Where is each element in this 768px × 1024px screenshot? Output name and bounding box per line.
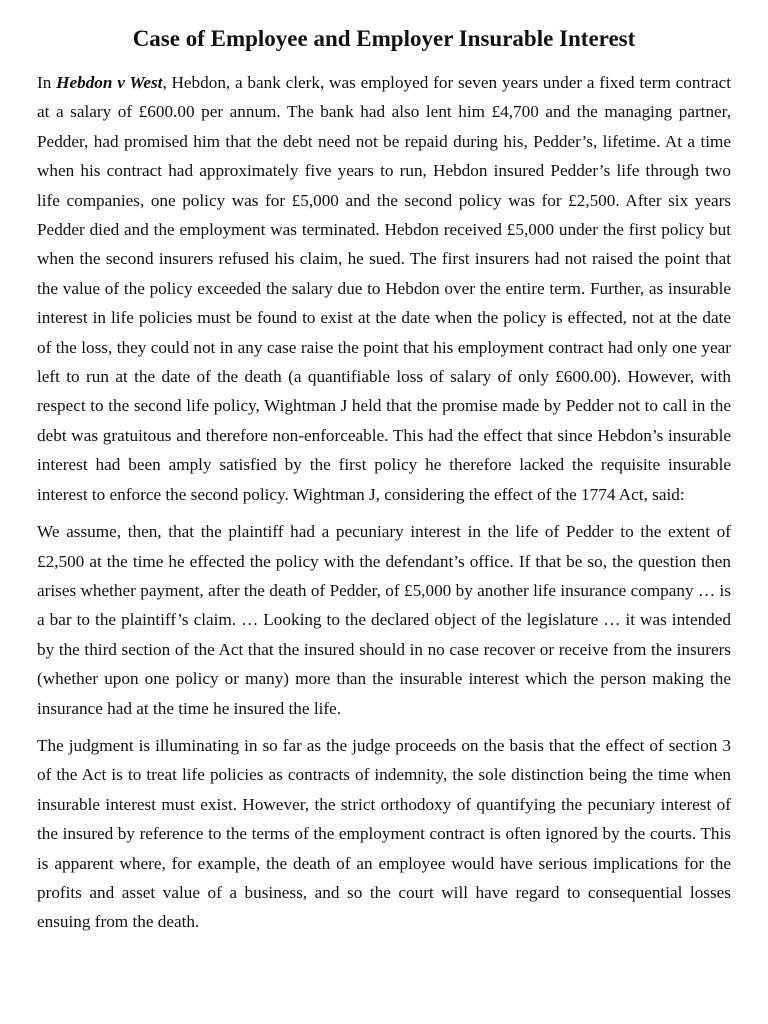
page-title: Case of Employee and Employer Insurable Interest (132, 26, 636, 51)
paragraph-case-facts (37, 68, 731, 509)
paragraph-quotation: We assume, then, that the plaintiff had a pecuniary interest in the life of Pedder to the extent of £2,500 at the time he effected the policy with the defendant’s office. If that be so, the question then arises whether payment, after the death of Pedder, of £5,000 by another life insurance company … is a bar to the plaintiff’s claim. … Looking to the declared object of the legislature … it was intended by the third section of the Act that the insured should in no case recover or receive from the insurers (whether upon one policy or many) more than the insurable interest which the person making the insurance had at the time he insured the life. (37, 522, 731, 718)
case-name: Hebdon v West (56, 73, 163, 92)
paragraph-prefix: In (37, 73, 57, 92)
paragraph-commentary: The judgment is illuminating in so far as the judge proceeds on the basis that the effect of section 3 of the Act is to treat life policies as contracts of indemnity, the sole distinction being the time when insurable interest must exist. However, the strict orthodoxy of quantifying the pecuniary interest of the insured by reference to the terms of the employment contract is often ignored by the courts. This is apparent where, for example, the death of an employee would have serious implications for the profits and asset value of a business, and so the court will have regard to consequential losses ensuing from the death. (37, 735, 731, 932)
paragraph-body: , Hebdon, a bank clerk, was employed for seven years under a fixed term contract at a salary of £600.00 per annum. The bank had also lent him £4,700 and the managing partner, Pedder, had promised him that the debt need not be repaid during his, Pedder’s, lifetime. At a time when his contract had approximately five years to run, Hebdon insured Pedder’s life through two life companies, one policy was for £5,000 and the second policy was for £2,500. After six years Pedder died and the employment was terminated. Hebdon received £5,000 under the first policy but when the second insurers refused his claim, he sued. The first insurers had not raised the point that the value of the policy exceeded the salary due to Hebdon over the entire term. Further, as insurable interest in life policies must be found to exist at the date when the policy is effected, not at the date of the loss, they could not in any case raise the point that his employment contract had only one year left to run at the date of the death (a quantifiable loss of salary of only £600.00). However, with respect to the second life policy, Wightman J held that the promise made by Pedder not to call in the debt was gratuitous and therefore non-enforceable. This had the effect that since Hebdon’s insurable interest had been amply satisfied by the first policy he therefore lacked the requisite insurable interest to enforce the second policy. Wightman J, considering the effect of the 1774 Act, said: (37, 73, 731, 504)
